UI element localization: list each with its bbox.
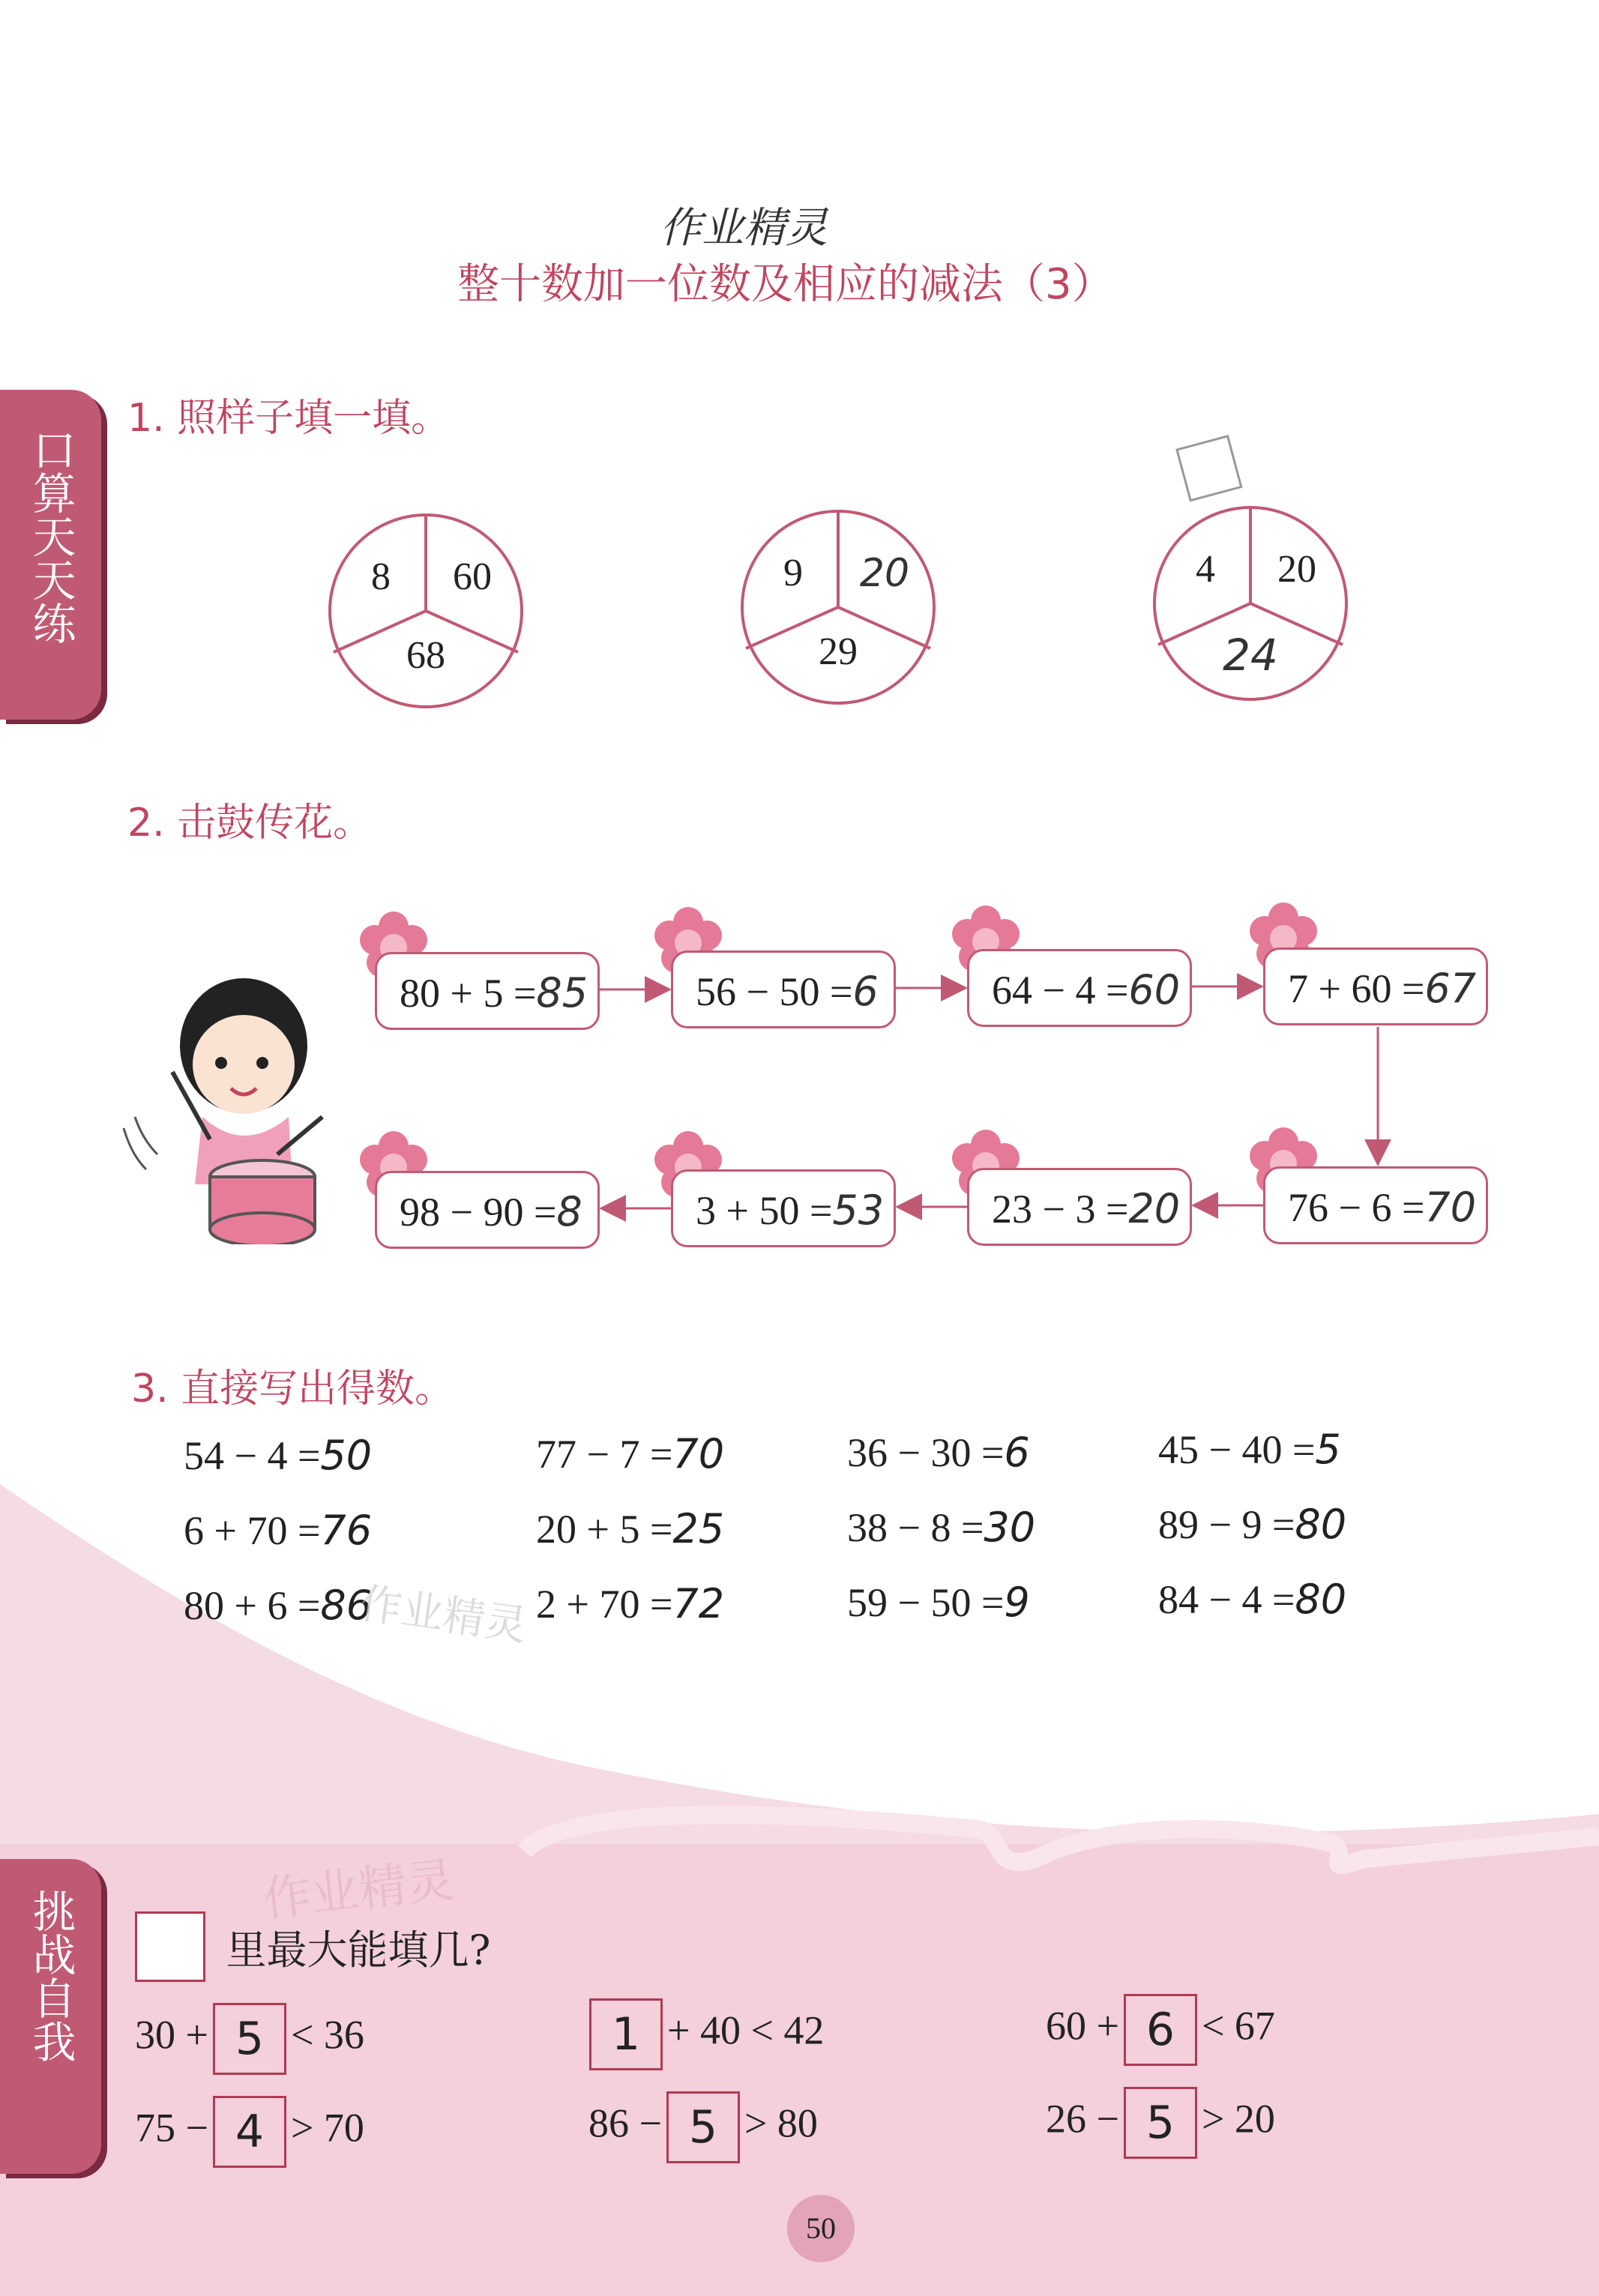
circle3-b: 20 <box>1277 548 1316 591</box>
calc-item <box>1158 1576 1346 1623</box>
calc-item <box>536 1430 724 1477</box>
calc-answer: 25 <box>672 1505 725 1552</box>
chain-answer: 6 <box>852 968 879 1015</box>
answer-box: 4 <box>213 2096 286 2168</box>
chain-answer: 8 <box>556 1188 582 1235</box>
challenge-post: > 70 <box>290 2105 364 2151</box>
chain-expr: 56 − 50 = <box>696 969 853 1014</box>
circle2-a: 9 <box>783 552 803 594</box>
calc-answer: 50 <box>320 1432 373 1479</box>
challenge-prompt-row <box>135 1911 490 1982</box>
circle2-b: 20 <box>859 551 910 596</box>
calc-answer: 30 <box>984 1504 1036 1551</box>
q1-heading: 1. 照样子填一填。 <box>127 396 451 441</box>
challenge-item <box>135 2003 364 2075</box>
chain-expr: 3 + 50 = <box>696 1188 833 1233</box>
calc-answer: 9 <box>1004 1579 1030 1626</box>
challenge-post: < 67 <box>1201 2003 1275 2049</box>
circle2-sum: 29 <box>819 630 858 673</box>
chain-answer: 85 <box>536 969 588 1016</box>
challenge-item <box>585 1998 824 2070</box>
chain-box-6 <box>967 1168 1192 1246</box>
q3-heading: 3. 直接写出得数。 <box>131 1367 454 1411</box>
chain-expr: 64 − 4 = <box>992 968 1129 1013</box>
chain-answer: 60 <box>1128 966 1181 1013</box>
challenge-pre: 75 − <box>135 2105 208 2151</box>
circle3-sum: 24 <box>1223 630 1278 681</box>
answer-box: 6 <box>1124 1994 1197 2066</box>
challenge-pre: 30 + <box>135 2012 208 2058</box>
calc-expr: 89 − 9 = <box>1158 1502 1295 1547</box>
challenge-item <box>1046 2087 1275 2159</box>
chain-expr: 98 − 90 = <box>400 1190 557 1235</box>
chain-box-3 <box>967 949 1192 1027</box>
header-stamp: 作业精灵 <box>660 204 828 253</box>
chain-expr: 23 − 3 = <box>992 1187 1129 1232</box>
page-title: 整十数加一位数及相应的减法（3） <box>457 260 1114 309</box>
calc-item <box>184 1507 372 1554</box>
chain-answer: 53 <box>832 1187 885 1234</box>
calc-expr: 38 − 8 = <box>847 1505 984 1550</box>
answer-box: 5 <box>666 2091 740 2163</box>
calc-answer: 72 <box>672 1580 725 1627</box>
watermark-text: 作业精灵 <box>260 1852 457 1929</box>
chain-box-7 <box>671 1169 896 1247</box>
side-tab-label: 口算天天练 <box>25 427 76 645</box>
calc-item <box>1158 1501 1346 1548</box>
challenge-prompt: 里最大能填几? <box>226 1926 491 1974</box>
calc-item <box>536 1580 724 1627</box>
chain-expr: 80 + 5 = <box>400 971 537 1016</box>
chain-box-5 <box>1263 1166 1488 1244</box>
answer-box: 5 <box>1124 2087 1197 2159</box>
chain-expr: 76 − 6 = <box>1288 1185 1425 1230</box>
calc-item <box>536 1505 724 1552</box>
calc-answer: 80 <box>1295 1576 1347 1623</box>
calc-expr: 2 + 70 = <box>536 1582 673 1627</box>
chain-box-2 <box>671 950 896 1028</box>
calc-item <box>1158 1426 1341 1473</box>
challenge-item <box>1046 1994 1275 2066</box>
calc-expr: 54 − 4 = <box>184 1433 321 1478</box>
circle3-a: 4 <box>1196 548 1215 591</box>
chain-answer: 20 <box>1128 1185 1181 1232</box>
empty-box-icon <box>135 1911 205 1982</box>
answer-box: 5 <box>213 2003 286 2075</box>
calc-answer: 6 <box>1004 1429 1030 1476</box>
challenge-post: + 40 < 42 <box>667 2007 825 2053</box>
chain-answer: 67 <box>1424 965 1477 1012</box>
calc-item <box>847 1429 1030 1476</box>
challenge-pre: 60 + <box>1046 2003 1119 2049</box>
circle1-b: 60 <box>453 555 492 598</box>
calc-expr: 20 + 5 = <box>536 1507 673 1552</box>
side-tab-challenge <box>0 1859 101 2174</box>
calc-item <box>847 1579 1030 1626</box>
calc-item <box>847 1504 1035 1551</box>
calc-answer: 5 <box>1315 1426 1341 1473</box>
calc-answer: 80 <box>1295 1501 1347 1548</box>
circle1-sum: 68 <box>406 634 445 677</box>
q2-heading: 2. 击鼓传花。 <box>127 801 373 846</box>
calc-answer: 76 <box>320 1507 373 1554</box>
chain-box-4 <box>1263 947 1488 1025</box>
calc-expr: 77 − 7 = <box>536 1432 673 1477</box>
chain-answer: 70 <box>1424 1184 1477 1231</box>
circle1-a: 8 <box>371 555 391 598</box>
calc-expr: 59 − 50 = <box>847 1580 1005 1625</box>
calc-expr: 80 + 6 = <box>184 1583 321 1628</box>
chain-box-1 <box>375 952 600 1030</box>
calc-answer: 86 <box>320 1582 373 1629</box>
calc-answer: 70 <box>672 1430 725 1477</box>
challenge-post: < 36 <box>290 2012 364 2058</box>
chain-expr: 7 + 60 = <box>1288 966 1425 1011</box>
calc-item <box>184 1582 372 1629</box>
answer-box: 1 <box>589 1998 663 2070</box>
calc-expr: 45 − 40 = <box>1158 1427 1316 1472</box>
challenge-post: > 80 <box>744 2100 818 2146</box>
challenge-pre: 86 − <box>588 2100 662 2146</box>
page-number: 50 <box>787 2195 855 2262</box>
side-tab-label: 挑战自我 <box>25 1889 76 2063</box>
challenge-item <box>588 2091 818 2163</box>
challenge-pre: 26 − <box>1046 2096 1119 2142</box>
calc-item <box>184 1432 372 1479</box>
calc-expr: 84 − 4 = <box>1158 1577 1295 1622</box>
watermark-text: 作业精灵 <box>356 1579 530 1651</box>
chain-box-8 <box>375 1171 600 1249</box>
challenge-post: > 20 <box>1201 2096 1275 2142</box>
challenge-item <box>135 2096 364 2168</box>
calc-expr: 6 + 70 = <box>184 1508 321 1553</box>
calc-expr: 36 − 30 = <box>847 1430 1005 1475</box>
